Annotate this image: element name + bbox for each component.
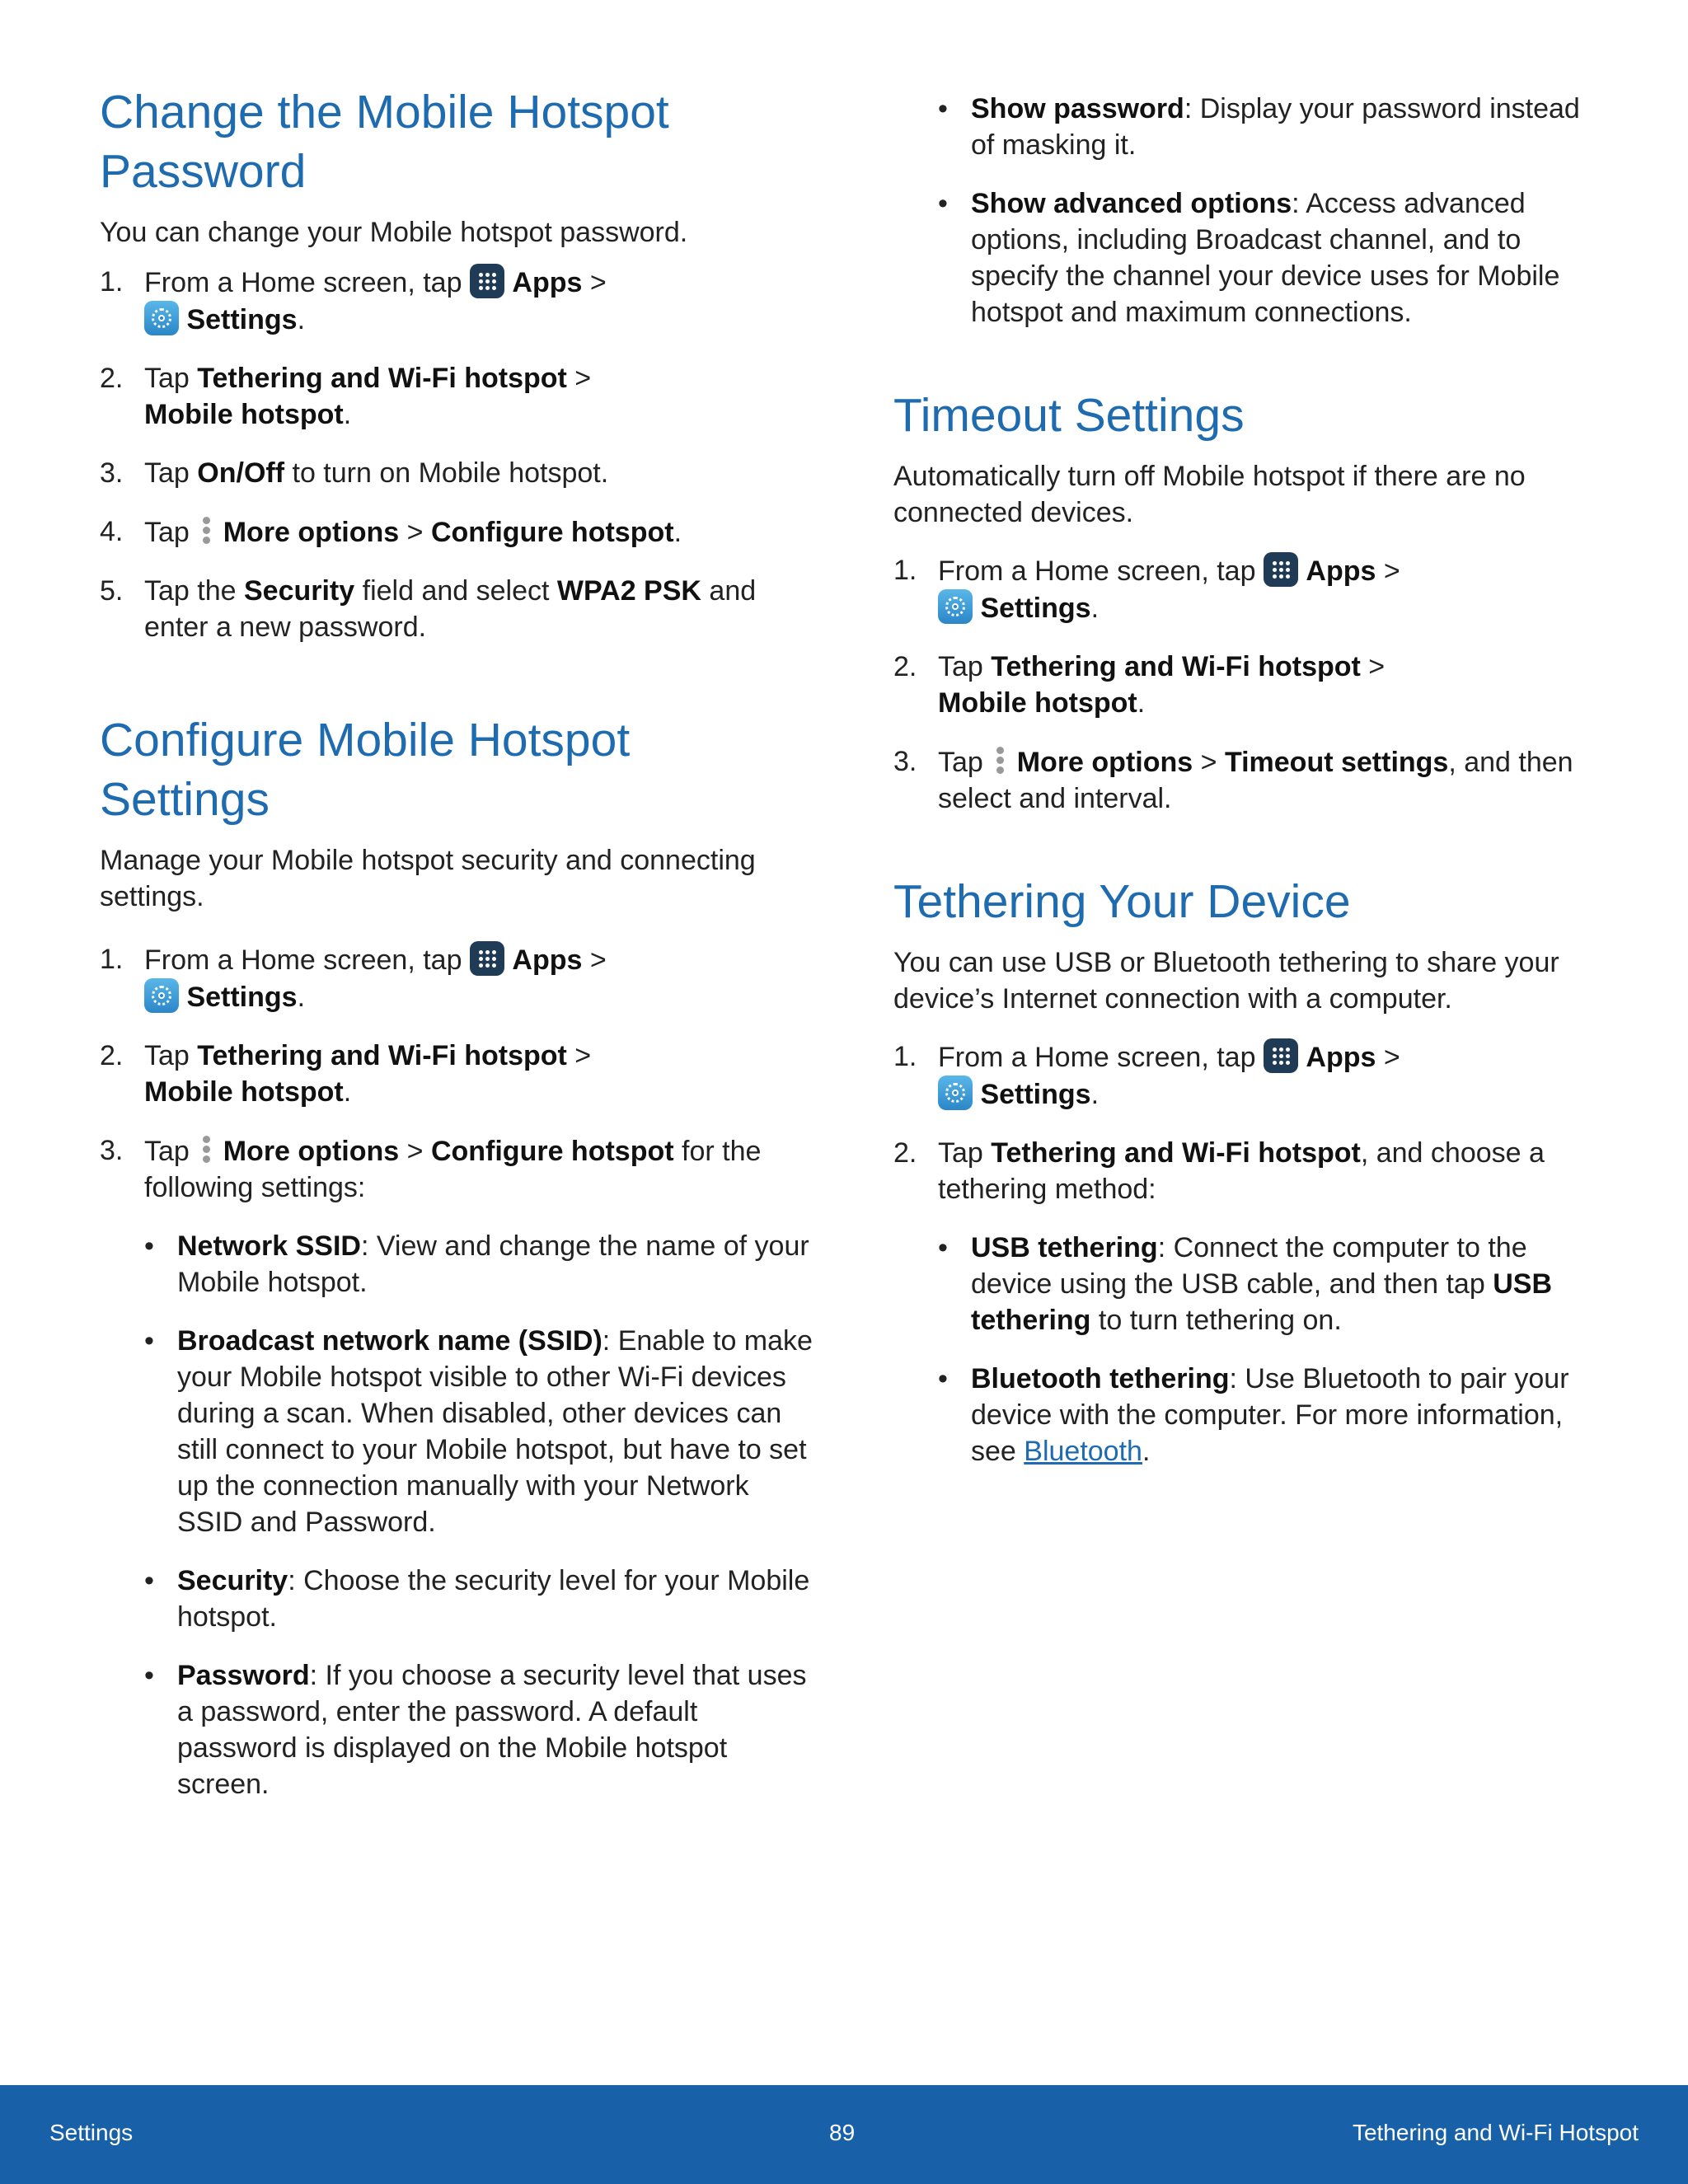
steps-list — [100, 264, 817, 645]
bullet-item: • Network SSID: View and change the name of your Mobile hotspot. — [144, 1228, 817, 1301]
step-item: 3. Tap More options > Timeout settings, and then select and interval. — [893, 743, 1611, 817]
bullet-item: • Show advanced options: Access advanced options, including Broadcast channel, and to specify the channel your device uses for Mobile hotspot and maximum connections. — [938, 185, 1611, 330]
section-title-timeout: Timeout Settings — [893, 389, 1245, 442]
step-item: 3. Tap More options > Configure hotspot for the following settings: • Network SSID: View and change the name of your Mobile hotspot. • Broadcast network name (SSID): Enable to make your Mobile hotspot visible to other Wi-Fi devices during a scan. When disabled, other devices can still connect to your Mobile hotspot, but have to set up the connection manually with your Network SSID and Password. • Security: Choose the security level for your Mobile hotspot. • Password: If you choose a security level that uses a password, enter the password. A default password is displayed on the Mobile hotspot screen. — [100, 1132, 817, 1802]
apps-grid-icon — [1264, 1038, 1298, 1073]
footer-section-label: Settings — [49, 2120, 134, 2145]
step-item: 2. Tap Tethering and Wi-Fi hotspot > Mobile hotspot. — [100, 1040, 592, 1108]
step-item: 1. From a Home screen, tap Apps > Settings. — [893, 1038, 1611, 1113]
bullet-item: • Password: If you choose a security level that uses a password, enter the password. A default password is displayed on the Mobile hotspot screen. — [144, 1657, 817, 1802]
settings-gear-icon — [938, 589, 973, 624]
step-item: 5. Tap the Security field and select WPA2 PSK and enter a new password. — [100, 575, 757, 643]
step-item: 4. Tap More options > Configure hotspot. — [100, 513, 817, 551]
settings-gear-icon — [144, 978, 179, 1013]
bullet-item: • Security: Choose the security level for your Mobile hotspot. — [144, 1563, 817, 1635]
step-item: 2. Tap Tethering and Wi-Fi hotspot > Mobile hotspot. — [893, 651, 1386, 719]
settings-bullet-list-continued — [893, 91, 1611, 330]
section-title-tethering: Tethering Your Device — [893, 875, 1351, 928]
page-footer — [0, 2085, 1688, 2184]
bullet-item: • Show password: Display your password instead of masking it. — [938, 91, 1611, 163]
step-item: 3. Tap On/Off to turn on Mobile hotspot. — [100, 457, 609, 489]
settings-gear-icon — [938, 1076, 973, 1110]
apps-grid-icon — [470, 264, 504, 298]
step-item: 2. Tap Tethering and Wi-Fi hotspot, and choose a tethering method: • USB tethering: Connect the computer to the device using the USB cable, and then tap USB tethering to turn tethering on. • Bluetooth tethering: Use Bluetooth to pair your device with the computer. For more information, see Bluetooth. — [893, 1135, 1611, 1469]
step-item: 2. Tap Tethering and Wi-Fi hotspot > Mobile hotspot. — [100, 363, 592, 430]
bluetooth-link[interactable]: Bluetooth — [1024, 1436, 1142, 1467]
step-item: 1. From a Home screen, tap Apps > Settings. — [100, 264, 817, 338]
bullet-item: • Bluetooth tethering: Use Bluetooth to pair your device with the computer. For more information, see Bluetooth. — [938, 1361, 1611, 1469]
right-column — [893, 91, 1611, 1492]
steps-list — [893, 552, 1611, 817]
more-options-icon — [200, 1132, 212, 1167]
section-title-change-password: Change the Mobile Hotspot Password — [100, 86, 669, 198]
section-intro: Manage your Mobile hotspot security and connecting settings. — [100, 845, 756, 912]
page-number: 89 — [829, 2120, 856, 2145]
steps-list — [100, 941, 817, 1802]
step-item: 1. From a Home screen, tap Apps > Settings. — [893, 552, 1611, 626]
more-options-icon — [994, 743, 1006, 778]
bullet-item: • USB tethering: Connect the computer to the device using the USB cable, and then tap USB tethering to turn tethering on. — [938, 1230, 1611, 1338]
tethering-bullet-list — [938, 1230, 1611, 1469]
section-intro: You can use USB or Bluetooth tethering to share your device’s Internet connection with a computer. — [893, 947, 1559, 1015]
more-options-icon — [200, 513, 212, 548]
footer-chapter-label: Tethering and Wi-Fi Hotspot — [1352, 2120, 1639, 2145]
section-title-configure-settings: Configure Mobile Hotspot Settings — [100, 714, 631, 826]
step-item: 1. From a Home screen, tap Apps > Settings. — [100, 941, 817, 1015]
settings-bullet-list — [144, 1228, 817, 1802]
section-intro: You can change your Mobile hotspot password. — [100, 217, 688, 248]
settings-gear-icon — [144, 301, 179, 335]
bullet-item: • Broadcast network name (SSID): Enable to make your Mobile hotspot visible to other Wi-Fi devices during a scan. When disabled, other devices can still connect to your Mobile hotspot, but have to set up the connection manually with your Network SSID and Password. — [144, 1323, 817, 1540]
steps-list — [893, 1038, 1611, 1469]
apps-grid-icon — [470, 941, 504, 976]
section-intro: Automatically turn off Mobile hotspot if there are no connected devices. — [893, 461, 1526, 528]
left-column — [100, 82, 817, 1825]
apps-grid-icon — [1264, 552, 1298, 587]
